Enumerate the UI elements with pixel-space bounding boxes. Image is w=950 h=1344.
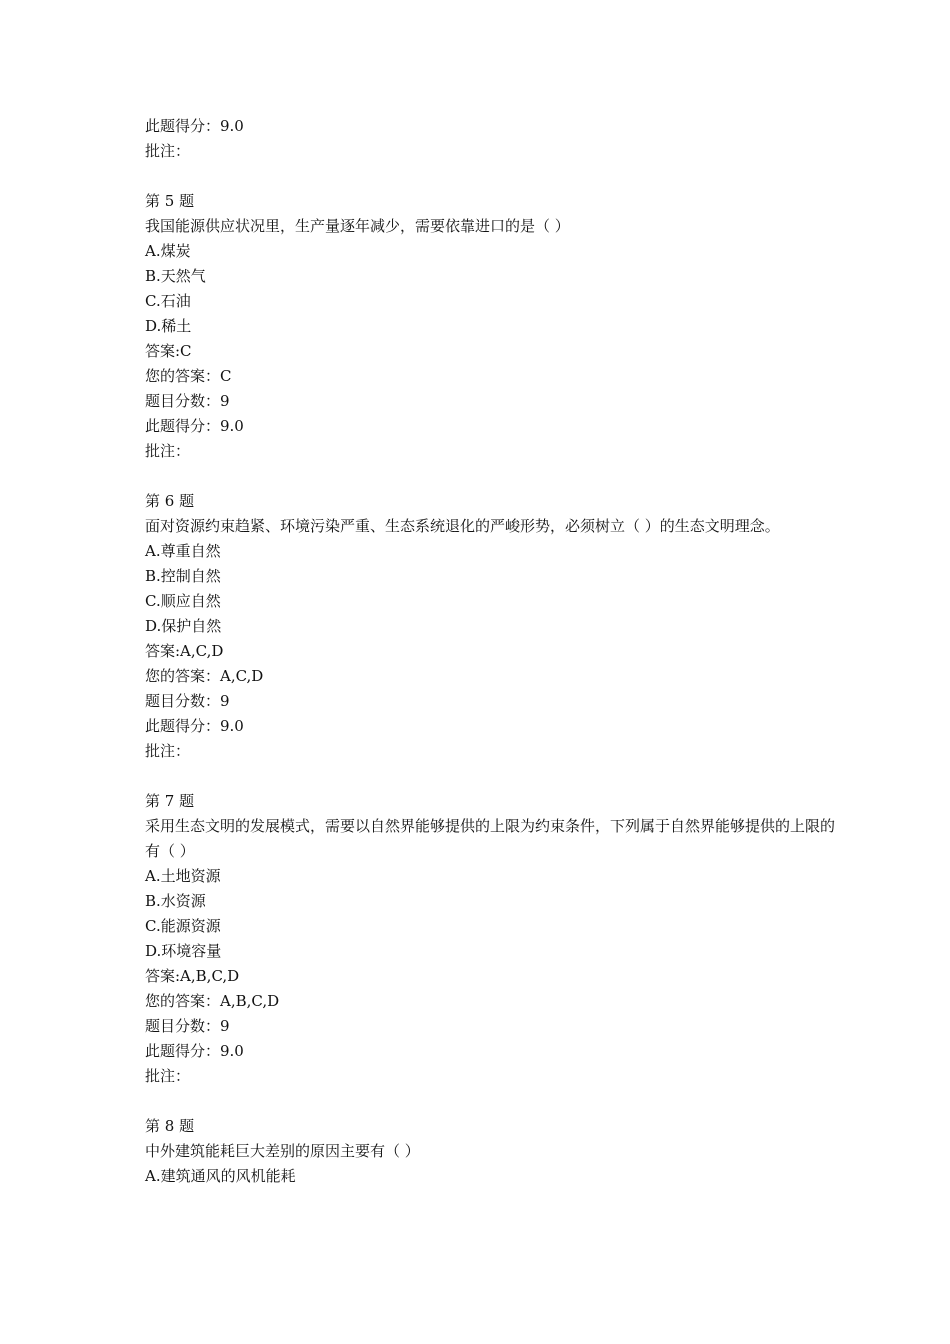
option-d: D.稀土 bbox=[145, 317, 192, 335]
question-comment: 批注： bbox=[145, 742, 191, 760]
option-a: A.煤炭 bbox=[145, 242, 191, 260]
question-5 bbox=[145, 189, 845, 464]
question-stem: 我国能源供应状况里，生产量逐年减少，需要依靠进口的是（ ） bbox=[145, 217, 570, 235]
prev-question-comment: 批注： bbox=[145, 142, 191, 160]
question-heading: 第 5 题 bbox=[145, 192, 195, 210]
option-a: A.尊重自然 bbox=[145, 542, 221, 560]
option-d: D.环境容量 bbox=[145, 942, 222, 960]
your-answer: 您的答案：A,B,C,D bbox=[145, 992, 280, 1010]
prev-question-score: 此题得分：9.0 bbox=[145, 117, 244, 135]
option-c: C.石油 bbox=[145, 292, 191, 310]
question-heading: 第 6 题 bbox=[145, 492, 195, 510]
option-a: A.土地资源 bbox=[145, 867, 221, 885]
question-stem: 采用生态文明的发展模式，需要以自然界能够提供的上限为约束条件，下列属于自然界能够提供的上限的有（ ） bbox=[145, 817, 836, 860]
option-b: B.水资源 bbox=[145, 892, 206, 910]
question-6 bbox=[145, 489, 845, 764]
question-heading: 第 8 题 bbox=[145, 1117, 195, 1135]
option-c: C.顺应自然 bbox=[145, 592, 221, 610]
option-c: C.能源资源 bbox=[145, 917, 221, 935]
question-heading: 第 7 题 bbox=[145, 792, 195, 810]
question-score: 此题得分：9.0 bbox=[145, 1042, 244, 1060]
correct-answer: 答案:C bbox=[145, 342, 192, 360]
question-points: 题目分数：9 bbox=[145, 392, 230, 410]
option-b: B.天然气 bbox=[145, 267, 206, 285]
question-comment: 批注： bbox=[145, 1067, 191, 1085]
question-7 bbox=[145, 789, 845, 1089]
question-points: 题目分数：9 bbox=[145, 692, 230, 710]
question-score: 此题得分：9.0 bbox=[145, 417, 244, 435]
question-comment: 批注： bbox=[145, 442, 191, 460]
option-a: A.建筑通风的风机能耗 bbox=[145, 1167, 296, 1185]
document-page bbox=[145, 114, 845, 1189]
question-score: 此题得分：9.0 bbox=[145, 717, 244, 735]
question-points: 题目分数：9 bbox=[145, 1017, 230, 1035]
option-b: B.控制自然 bbox=[145, 567, 221, 585]
question-stem: 面对资源约束趋紧、环境污染严重、生态系统退化的严峻形势，必须树立（ ）的生态文明理念。 bbox=[145, 517, 780, 535]
question-8 bbox=[145, 1114, 845, 1189]
your-answer: 您的答案：C bbox=[145, 367, 232, 385]
correct-answer: 答案:A,C,D bbox=[145, 642, 224, 660]
correct-answer: 答案:A,B,C,D bbox=[145, 967, 240, 985]
option-d: D.保护自然 bbox=[145, 617, 222, 635]
question-stem: 中外建筑能耗巨大差别的原因主要有（ ） bbox=[145, 1142, 420, 1160]
your-answer: 您的答案：A,C,D bbox=[145, 667, 264, 685]
